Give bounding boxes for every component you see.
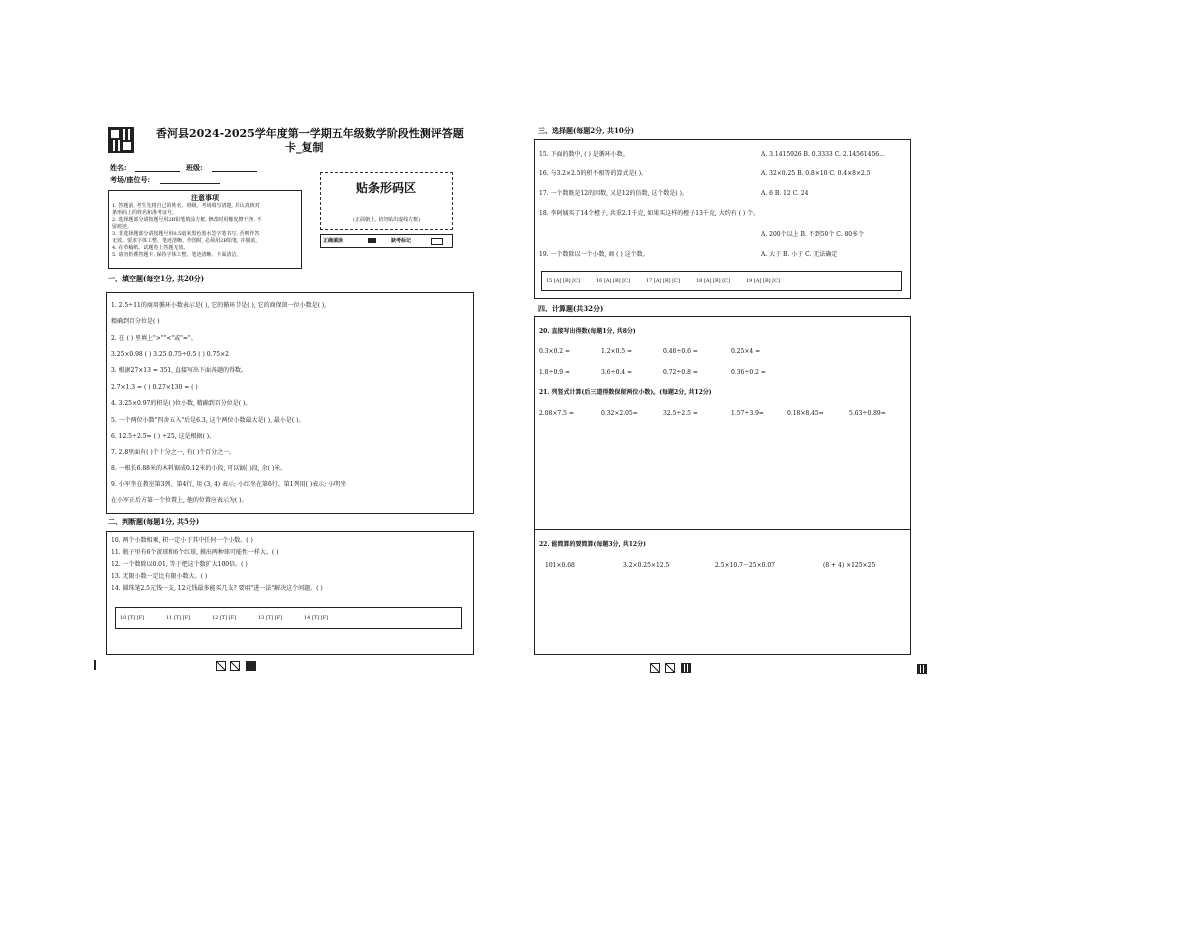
calc-item: 1.57÷3.9= (731, 410, 764, 417)
question-line: 10. 两个小数相乘, 积一定小于其中任何一个小数。( ) (111, 537, 253, 544)
answer-option[interactable]: 12 [T] [F] (212, 615, 237, 621)
corner-mark-icon (917, 664, 927, 674)
calc-item: (8 + 4) ×125×25 (823, 562, 876, 569)
notice-item: 条形码上的姓名和准考证号。 (112, 210, 178, 216)
notice-item: 留痕迹。 (112, 224, 133, 230)
question-line: 9. 小军坐在教室第3列、第4行, 用 (3, 4) 表示; 小红坐在第6行、第1列用( )表示; 小明坐 (111, 481, 347, 488)
calc-item: 0.18×8.45= (787, 410, 824, 417)
question-line: 7. 2.8里面有( )个十分之一, 有( )个百分之一。 (111, 449, 236, 456)
section1-box (106, 292, 474, 514)
answer-option[interactable]: 15 [A] [B] [C] (546, 278, 580, 284)
page-title-line1: 香河县2024-2025学年度第一学期五年级数学阶段性测评答题 (156, 127, 464, 140)
absent-example-label: 正确填涂 (323, 238, 344, 244)
timing-mark-icon (216, 661, 226, 671)
filled-example-icon (368, 238, 376, 243)
question-options: A. 3.1415926 B. 0.3333 C. 2.14561456... (761, 151, 885, 158)
answer-option[interactable]: 11 [T] [F] (166, 615, 191, 621)
notice-box (108, 190, 302, 269)
class-label: 班级: (186, 163, 203, 172)
question-line: 3. 根据27×13 = 351, 直接写出下面各题的得数。 (111, 367, 248, 374)
notice-item: 无效。要求字体工整、笔迹清晰。作图时, 必须用2B铅笔, 并描浓。 (112, 238, 261, 244)
section3-box (534, 139, 911, 299)
question-line: 2. 在 ( ) 里填上">""<"或"="。 (111, 335, 197, 342)
answer-option[interactable]: 13 [T] [F] (258, 615, 283, 621)
calc-item: 0.32×2.05= (601, 410, 638, 417)
notice-item: 1. 答题前, 考生先将自己的姓名、班级、考场填写清楚, 并认真核对 (112, 203, 260, 209)
absent-mark-row (320, 234, 453, 248)
timing-mark-icon (246, 661, 256, 671)
question-line: 12. 一个数除以0.01, 等于把这个数扩大100倍。( ) (111, 561, 248, 568)
section3-title: 三、选择题(每题2分, 共10分) (538, 126, 635, 135)
answer-option[interactable]: 10 [T] [F] (120, 615, 145, 621)
section2-title: 二、判断题(每题1分, 共5分) (108, 517, 200, 526)
notice-item: 3. 非选择题部分请按题号用0.5毫米黑色墨水签字笔书写, 否则作答 (112, 231, 260, 237)
timing-mark-icon (681, 663, 691, 673)
calc-item: 0.72÷0.8 = (663, 369, 698, 376)
question-options: A. 6 B. 12 C. 24 (761, 190, 809, 197)
question-line: 8. 一根长6.88米的木料锯成0.12米的小段, 可以锯( )段, 余( )米。 (111, 465, 287, 472)
timing-mark-icon (665, 663, 675, 673)
absent-checkbox[interactable] (431, 238, 443, 245)
judge-answer-strip (115, 607, 462, 629)
answer-option[interactable]: 16 [A] [B] [C] (596, 278, 630, 284)
calc-item: 1.8÷0.9 = (539, 369, 571, 376)
notice-title: 注意事项 (191, 193, 219, 202)
section4-title: 四、计算题(共32分) (538, 304, 604, 313)
question-line: 4. 3.25×0.97的积是( )位小数, 精确到百分位是( )。 (111, 400, 252, 407)
name-field[interactable] (135, 171, 180, 172)
question-line: 5. 一个两位小数"四舍五入"后是6.3, 这个两位小数最大是( ), 最小是( )。 (111, 417, 305, 424)
question-line: 19. 一个数除以一个小数, 商 ( ) 这个数。 (539, 251, 649, 258)
question-line: 11. 瓶子里有6个黄球和6个红球, 摸出两种球可能性一样大。( ) (111, 549, 279, 556)
question-line: 14. 圆珠笔2.5元钱一支, 12元钱最多能买几支? 要用"进一法"解决这个问题。( ) (111, 585, 323, 592)
question-options: A. 大于 B. 小于 C. 无法确定 (761, 251, 838, 258)
calc-item: 32.5÷2.5 = (663, 410, 698, 417)
question-line: 20. 直接写出得数(每题1分, 共8分) (539, 328, 636, 335)
calc-item: 1.2×0.5 = (601, 348, 633, 355)
calc-item: 3.6÷0.4 = (601, 369, 633, 376)
exam-seat-field[interactable] (160, 183, 220, 184)
question-line: 21. 列竖式计算(后三道得数保留两位小数)。(每题2分, 共12分) (539, 389, 712, 396)
timing-mark-icon (230, 661, 240, 671)
question-line: 3.25×0.98 ( ) 3.25 0.75÷0.5 ( ) 0.75×2 (111, 351, 229, 358)
question-line: 22. 能简算的要简算(每题3分, 共12分) (539, 541, 646, 548)
notice-item: 4. 在草稿纸、试题卷上答题无效。 (112, 245, 189, 251)
question-line: 13. 无限小数一定比有限小数大。( ) (111, 573, 208, 580)
notice-item: 5. 请勿折叠答题卡, 保持字体工整、笔迹清晰、卡面清洁。 (112, 252, 242, 258)
calc-item: 5.63÷0.89= (849, 410, 886, 417)
calc-item: 2.5×10.7－25×0.07 (715, 562, 775, 569)
question-line: 在小军正后方第一个位置上, 他的位置应表示为( )。 (111, 497, 248, 504)
answer-option[interactable]: 18 [A] [B] [C] (696, 278, 730, 284)
calc-item: 101×0.68 (545, 562, 575, 569)
name-label: 姓名: (110, 163, 127, 172)
question-line: 精确到百分位是( ) (111, 318, 160, 325)
calc-item: 0.36÷0.2 = (731, 369, 766, 376)
question-line: 15. 下面的数中, ( ) 是循环小数。 (539, 151, 629, 158)
notice-item: 2. 选择题部分请按题号用2B铅笔填涂方框, 修改时用橡皮擦干净, 不 (112, 217, 262, 223)
timing-mark-icon (650, 663, 660, 673)
question-options: A. 32×0.25 B. 0.8×10 C. 0.4×8×2.5 (761, 170, 871, 177)
answer-option[interactable]: 17 [A] [B] [C] (646, 278, 680, 284)
calc-item: 0.48÷0.6 = (663, 348, 698, 355)
question-line: 2.7×1.3 = ( ) 0.27×130 = ( ) (111, 384, 198, 391)
question-line: 16. 与3.2×2.5的积不相等的算式是( )。 (539, 170, 648, 177)
page-title-line2: 卡_复制 (285, 141, 324, 154)
barcode-title: 贴条形码区 (356, 181, 417, 195)
answer-option[interactable]: 14 [T] [F] (304, 615, 329, 621)
calc-item: 0.25×4 = (731, 348, 761, 355)
barcode-area (320, 172, 453, 230)
section4-simplify-box (534, 529, 911, 655)
section1-title: 一、填空题(每空1分, 共20分) (108, 274, 205, 283)
question-options: A. 200个以上 B. 不到50个 C. 80多个 (761, 231, 865, 238)
answer-option[interactable]: 19 [A] [B] [C] (746, 278, 780, 284)
qr-code-icon (108, 127, 134, 153)
calc-item: 3.2×0.25×12.5 (623, 562, 670, 569)
question-line: 18. 李阿姨买了14个橙子, 共重2.1千克, 如果买这样的橙子13千克, 大约有 ( ) 个。 (539, 210, 760, 217)
section4-box (534, 316, 911, 530)
question-line: 6. 12.5÷2.5= ( ) ÷25, 这是根据( )。 (111, 433, 216, 440)
class-field[interactable] (212, 171, 257, 172)
section2-box (106, 531, 474, 655)
calc-item: 2.08×7.5 = (539, 410, 574, 417)
calc-item: 0.3×0.2 = (539, 348, 571, 355)
question-line: 1. 2.5÷11的商用循环小数表示是( ), 它的循环节是( ), 它的商保留一位小数是( ), (111, 302, 327, 309)
alignment-mark (94, 660, 96, 670)
barcode-note: (正面朝上, 切勿贴出虚线方框) (353, 217, 421, 223)
absent-label: 缺考标记 (391, 238, 412, 244)
exam-seat-label: 考场/座位号: (110, 175, 151, 184)
choice-answer-strip (541, 271, 902, 291)
question-line: 17. 一个数既是12的因数, 又是12的倍数, 这个数是( )。 (539, 190, 688, 197)
